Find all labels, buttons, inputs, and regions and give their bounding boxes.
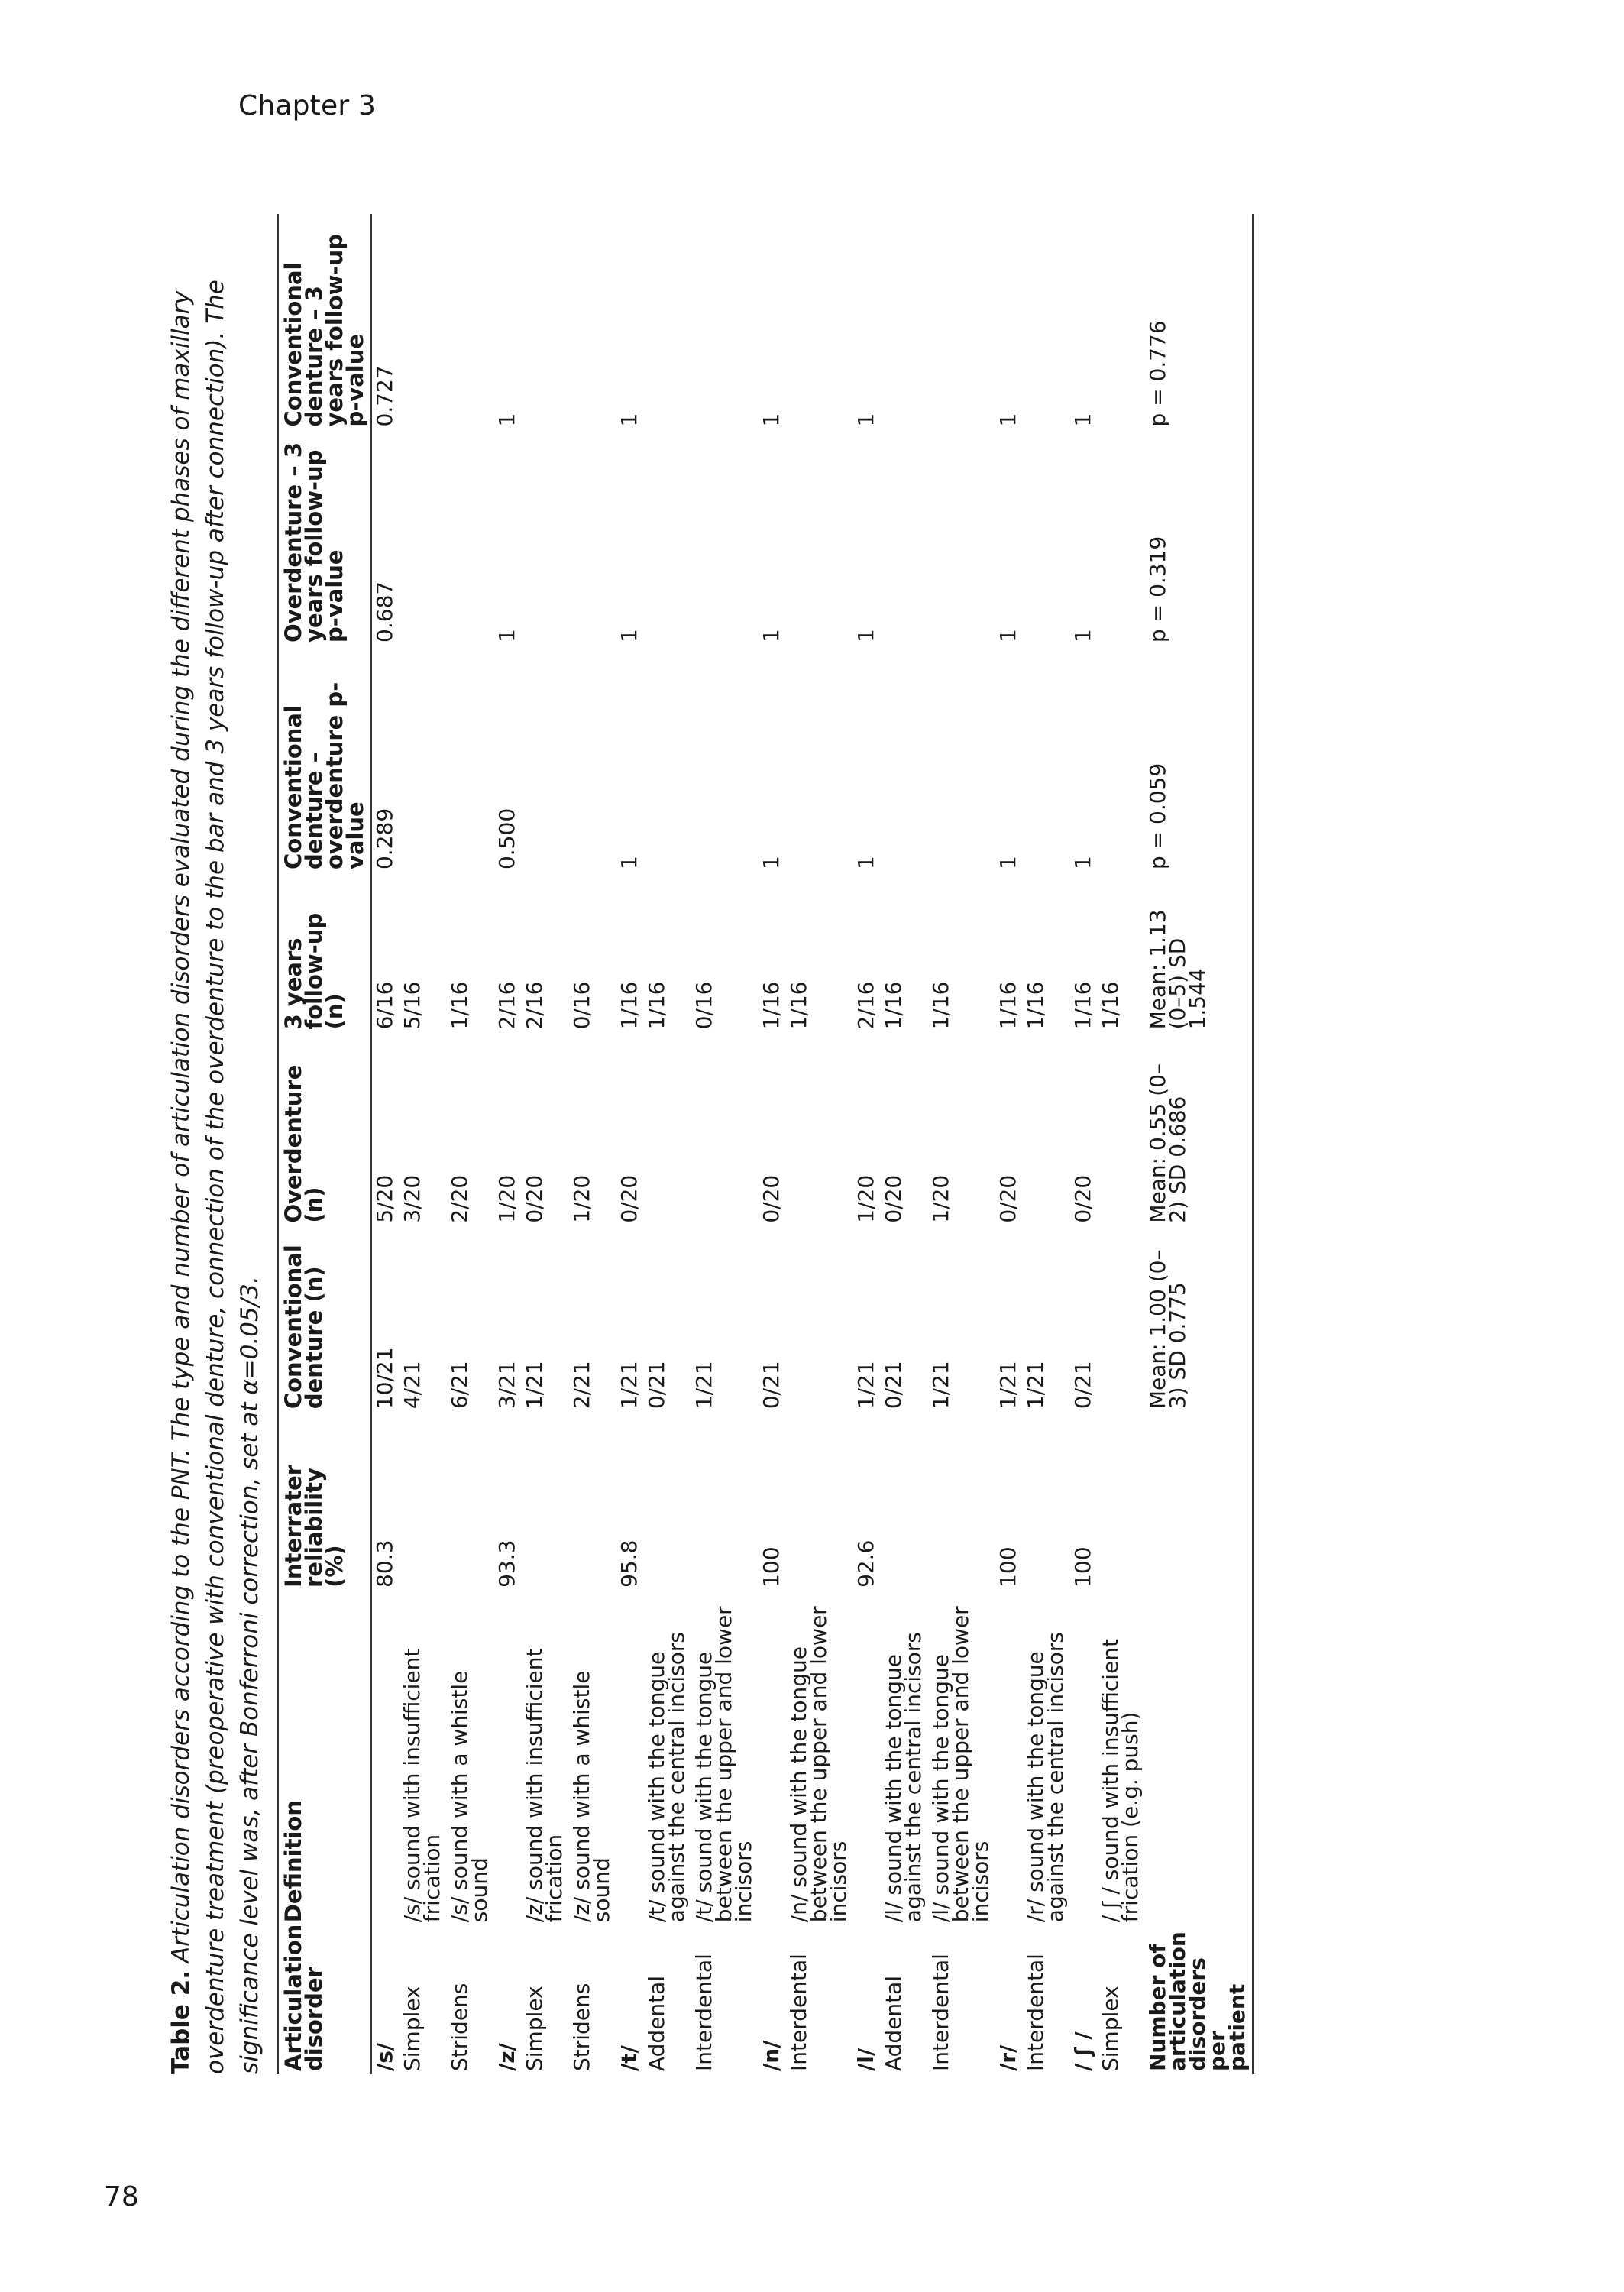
cell-conv: 0/21 bbox=[759, 1361, 784, 1410]
cell-disorder: /n/ bbox=[759, 2040, 784, 2071]
cell-fu: 1/16 bbox=[644, 981, 669, 1030]
cell-reliability bbox=[881, 1412, 928, 1591]
cell-over bbox=[786, 1032, 853, 1225]
cell-definition: /s/ sound with insufficient frication bbox=[400, 1648, 445, 1923]
cell-reliability: 80.3 bbox=[372, 1539, 397, 1588]
cell-fu: 1/16 bbox=[1098, 981, 1123, 1030]
cell-conv: 1/21 bbox=[853, 1361, 878, 1410]
cell-definition bbox=[853, 1591, 881, 1925]
cell-reliability bbox=[569, 1412, 616, 1591]
cell-over: 3/20 bbox=[400, 1174, 425, 1223]
chapter-header: Chapter 3 bbox=[238, 90, 377, 121]
cell-p_of: 1 bbox=[494, 629, 519, 643]
table-row bbox=[494, 214, 522, 2074]
cell-over: 0/20 bbox=[881, 1174, 906, 1223]
cell-fu: 0/16 bbox=[569, 981, 594, 1030]
table-row bbox=[371, 214, 400, 2074]
cell-disorder: Stridens bbox=[569, 1983, 594, 2071]
cell-over: 1/20 bbox=[494, 1174, 519, 1223]
cell-reliability bbox=[400, 1412, 447, 1591]
cell-p_cf: p = 0.776 bbox=[1145, 214, 1254, 430]
cell-p_of: 1 bbox=[759, 629, 784, 643]
cell-over: 0/20 bbox=[522, 1174, 547, 1223]
cell-disorder: Interdental bbox=[928, 1954, 953, 2071]
table-row bbox=[569, 214, 616, 2074]
cell-disorder: Stridens bbox=[447, 1983, 472, 2071]
table-row bbox=[616, 214, 644, 2074]
cell-p_cf bbox=[691, 214, 759, 430]
table-row bbox=[1023, 214, 1070, 2074]
cell-p_co bbox=[522, 646, 569, 872]
cell-p_of bbox=[522, 430, 569, 646]
cell-p_cf: 1 bbox=[995, 413, 1021, 427]
cell-conv: 0/21 bbox=[1070, 1361, 1095, 1410]
cell-definition: /z/ sound with insufficient frication bbox=[522, 1648, 567, 1923]
cell-p_cf bbox=[522, 214, 569, 430]
table-row bbox=[1070, 214, 1098, 2074]
cell-conv: 1/21 bbox=[1023, 1361, 1048, 1410]
cell-definition: /l/ sound with the tongue against the central incisors bbox=[881, 1632, 926, 1923]
cell-conv: Mean: 1.00 (0–3) SD 0.775 bbox=[1145, 1226, 1254, 1413]
cell-conv: 1/21 bbox=[928, 1361, 953, 1410]
cell-conv bbox=[1098, 1226, 1145, 1413]
cell-disorder: Interdental bbox=[691, 1954, 717, 2071]
cell-reliability: 92.6 bbox=[853, 1539, 878, 1588]
table-header-row bbox=[278, 214, 372, 2074]
cell-fu: 2/16 bbox=[494, 981, 519, 1030]
cell-p_co: 1 bbox=[616, 856, 642, 870]
cell-conv: 0/21 bbox=[881, 1361, 906, 1410]
cell-reliability bbox=[1145, 1412, 1254, 1591]
cell-disorder: Simplex bbox=[400, 1986, 425, 2071]
cell-reliability: 93.3 bbox=[494, 1539, 519, 1588]
cell-definition: /t/ sound with the tongue against the central incisors bbox=[644, 1632, 689, 1923]
cell-p_cf: 1 bbox=[759, 413, 784, 427]
cell-p_cf bbox=[1023, 214, 1070, 430]
cell-definition: /n/ sound with the tongue between the upper and lower incisors bbox=[786, 1606, 851, 1923]
table-row bbox=[644, 214, 691, 2074]
cell-p_co: 1 bbox=[759, 856, 784, 870]
cell-definition bbox=[995, 1591, 1023, 1925]
cell-definition: /r/ sound with the tongue against the central incisors bbox=[1023, 1632, 1068, 1923]
column-header: Conventional denture – overdenture p-value bbox=[278, 646, 372, 872]
cell-reliability bbox=[786, 1412, 853, 1591]
cell-disorder: Addental bbox=[644, 1975, 669, 2071]
cell-fu: 1/16 bbox=[786, 981, 811, 1030]
cell-fu: 2/16 bbox=[522, 981, 547, 1030]
cell-over: 0/20 bbox=[616, 1174, 642, 1223]
table-row bbox=[400, 214, 447, 2074]
cell-p_co bbox=[400, 646, 447, 872]
cell-p_co bbox=[447, 646, 494, 872]
table-row bbox=[691, 214, 759, 2074]
cell-p_of bbox=[691, 430, 759, 646]
cell-reliability bbox=[522, 1412, 569, 1591]
table-row bbox=[759, 214, 786, 2074]
cell-disorder: /t/ bbox=[616, 2045, 642, 2071]
cell-over: 2/20 bbox=[447, 1174, 472, 1223]
cell-definition bbox=[371, 1591, 400, 1925]
cell-fu: 1/16 bbox=[1070, 981, 1095, 1030]
cell-disorder: / ʃ / bbox=[1070, 2031, 1095, 2071]
cell-p_co: 1 bbox=[1070, 856, 1095, 870]
cell-disorder: Addental bbox=[881, 1975, 906, 2071]
cell-conv: 1/21 bbox=[691, 1361, 717, 1410]
cell-p_of bbox=[400, 430, 447, 646]
cell-disorder: Number of articulation disorders per patient bbox=[1145, 1925, 1254, 2074]
column-header: Overdenture – 3 years follow-up p-value bbox=[278, 430, 372, 646]
cell-p_cf: 1 bbox=[494, 413, 519, 427]
cell-definition: /l/ sound with the tongue between the upper and lower incisors bbox=[928, 1606, 993, 1923]
cell-disorder: /l/ bbox=[853, 2048, 878, 2071]
cell-p_co: 0.289 bbox=[372, 808, 397, 870]
cell-fu: 1/16 bbox=[928, 981, 953, 1030]
column-header: Conventional denture (n) bbox=[278, 1226, 372, 1413]
cell-over: 1/20 bbox=[853, 1174, 878, 1223]
column-header: Articulation disorder bbox=[278, 1925, 372, 2074]
cell-reliability: 100 bbox=[1070, 1546, 1095, 1588]
cell-fu: Mean: 1.13 (0–5) SD 1.544 bbox=[1145, 872, 1254, 1032]
cell-over: 1/20 bbox=[928, 1174, 953, 1223]
cell-conv: 0/21 bbox=[644, 1361, 669, 1410]
caption-label: Table 2. bbox=[167, 1970, 195, 2074]
cell-over bbox=[644, 1032, 691, 1225]
column-header: Conventional denture – 3 years follow-up p-value bbox=[278, 214, 372, 430]
cell-p_of bbox=[928, 430, 995, 646]
cell-p_of: 1 bbox=[616, 629, 642, 643]
cell-p_cf bbox=[786, 214, 853, 430]
cell-disorder: /z/ bbox=[494, 2043, 519, 2071]
cell-reliability: 95.8 bbox=[616, 1539, 642, 1588]
table-row bbox=[995, 214, 1023, 2074]
cell-conv bbox=[786, 1226, 853, 1413]
cell-definition bbox=[616, 1591, 644, 1925]
cell-fu: 1/16 bbox=[759, 981, 784, 1030]
rotated-table-block bbox=[164, 214, 1394, 2074]
cell-p_cf: 0.727 bbox=[372, 365, 397, 427]
cell-p_cf bbox=[644, 214, 691, 430]
cell-over bbox=[691, 1032, 759, 1225]
cell-reliability bbox=[1023, 1412, 1070, 1591]
cell-definition: / ʃ / sound with insufficient frication (e.g. push) bbox=[1098, 1638, 1143, 1923]
cell-fu: 5/16 bbox=[400, 981, 425, 1030]
cell-conv: 2/21 bbox=[569, 1361, 594, 1410]
cell-over bbox=[1023, 1032, 1070, 1225]
cell-definition bbox=[759, 1591, 786, 1925]
cell-p_cf: 1 bbox=[853, 413, 878, 427]
cell-p_of: 1 bbox=[995, 629, 1021, 643]
caption-text: Articulation disorders according to the PNT. The type and number of articulation disorders evaluated during the different phases of maxillary overdenture treatment (preoperative with conventional denture, connection of the overdenture to the bar and 3 years follow-up after connection). The significance level was, after Bonferroni correction, set at α=0.05/3. bbox=[167, 280, 264, 2074]
cell-definition: /t/ sound with the tongue between the upper and lower incisors bbox=[691, 1606, 756, 1923]
cell-reliability bbox=[1098, 1412, 1145, 1591]
table-row bbox=[1145, 214, 1254, 2074]
table-row bbox=[853, 214, 881, 2074]
cell-reliability: 100 bbox=[995, 1546, 1021, 1588]
cell-p_co bbox=[644, 646, 691, 872]
table-row bbox=[522, 214, 569, 2074]
cell-over: 0/20 bbox=[759, 1174, 784, 1223]
cell-fu: 1/16 bbox=[1023, 981, 1048, 1030]
cell-p_cf bbox=[447, 214, 494, 430]
cell-disorder: /s/ bbox=[372, 2042, 397, 2071]
page-number: 78 bbox=[104, 2181, 139, 2213]
cell-fu: 2/16 bbox=[853, 981, 878, 1030]
column-header: Overdenture (n) bbox=[278, 1032, 372, 1225]
cell-over: 0/20 bbox=[995, 1174, 1021, 1223]
cell-fu: 1/16 bbox=[995, 981, 1021, 1030]
cell-fu: 1/16 bbox=[616, 981, 642, 1030]
cell-reliability: 100 bbox=[759, 1546, 784, 1588]
cell-conv: 4/21 bbox=[400, 1361, 425, 1410]
table-row bbox=[881, 214, 928, 2074]
cell-disorder: Simplex bbox=[522, 1986, 547, 2071]
cell-fu: 1/16 bbox=[447, 981, 472, 1030]
cell-over: 0/20 bbox=[1070, 1174, 1095, 1223]
cell-p_co: 1 bbox=[995, 856, 1021, 870]
cell-fu: 6/16 bbox=[372, 981, 397, 1030]
cell-conv: 1/21 bbox=[616, 1361, 642, 1410]
table-row bbox=[447, 214, 494, 2074]
column-header: 3 years follow-up (n) bbox=[278, 872, 372, 1032]
cell-reliability bbox=[447, 1412, 494, 1591]
column-header: Definition bbox=[278, 1591, 372, 1925]
cell-reliability bbox=[691, 1412, 759, 1591]
cell-p_co bbox=[786, 646, 853, 872]
cell-p_co bbox=[1023, 646, 1070, 872]
cell-p_cf bbox=[569, 214, 616, 430]
cell-conv: 1/21 bbox=[995, 1361, 1021, 1410]
cell-conv: 6/21 bbox=[447, 1361, 472, 1410]
table-caption bbox=[164, 233, 267, 2074]
cell-p_cf bbox=[881, 214, 928, 430]
cell-p_co bbox=[928, 646, 995, 872]
column-header: Interrater reliability (%) bbox=[278, 1412, 372, 1591]
cell-disorder: /r/ bbox=[995, 2044, 1021, 2071]
cell-fu: 0/16 bbox=[691, 981, 717, 1030]
table-row bbox=[928, 214, 995, 2074]
cell-p_of bbox=[447, 430, 494, 646]
cell-p_co: 1 bbox=[853, 856, 878, 870]
cell-p_cf: 1 bbox=[1070, 413, 1095, 427]
cell-conv: 10/21 bbox=[372, 1347, 397, 1410]
cell-p_cf: 1 bbox=[616, 413, 642, 427]
cell-p_of: p = 0.319 bbox=[1145, 430, 1254, 646]
cell-disorder: Interdental bbox=[1023, 1954, 1048, 2071]
cell-p_of bbox=[1023, 430, 1070, 646]
cell-p_of bbox=[1098, 430, 1145, 646]
cell-p_of bbox=[644, 430, 691, 646]
cell-definition bbox=[1070, 1591, 1098, 1925]
cell-fu: 1/16 bbox=[881, 981, 906, 1030]
cell-p_of bbox=[569, 430, 616, 646]
cell-p_co bbox=[569, 646, 616, 872]
cell-conv: 3/21 bbox=[494, 1361, 519, 1410]
cell-p_of: 1 bbox=[853, 629, 878, 643]
cell-definition: /z/ sound with a whistle sound bbox=[569, 1670, 614, 1923]
table-body bbox=[371, 214, 1254, 2074]
cell-p_of: 1 bbox=[1070, 629, 1095, 643]
cell-reliability bbox=[644, 1412, 691, 1591]
cell-p_co: 0.500 bbox=[494, 808, 519, 870]
cell-p_co bbox=[691, 646, 759, 872]
cell-over: Mean: 0.55 (0–2) SD 0.686 bbox=[1145, 1032, 1254, 1225]
cell-over bbox=[1098, 1032, 1145, 1225]
table-row bbox=[1098, 214, 1145, 2074]
cell-reliability bbox=[928, 1412, 995, 1591]
cell-p_cf bbox=[400, 214, 447, 430]
cell-definition: /s/ sound with a whistle sound bbox=[447, 1670, 492, 1923]
cell-definition bbox=[1145, 1591, 1254, 1925]
cell-over: 5/20 bbox=[372, 1174, 397, 1223]
cell-p_of bbox=[786, 430, 853, 646]
cell-p_co: p = 0.059 bbox=[1145, 646, 1254, 872]
cell-p_of bbox=[881, 430, 928, 646]
table-row bbox=[786, 214, 853, 2074]
table-header bbox=[278, 214, 372, 2074]
articulation-disorders-table bbox=[277, 214, 1254, 2074]
cell-conv: 1/21 bbox=[522, 1361, 547, 1410]
cell-p_co bbox=[881, 646, 928, 872]
cell-p_of: 0.687 bbox=[372, 581, 397, 643]
cell-disorder: Interdental bbox=[786, 1954, 811, 2071]
cell-disorder: Simplex bbox=[1098, 1986, 1123, 2071]
cell-p_cf bbox=[1098, 214, 1145, 430]
cell-p_co bbox=[1098, 646, 1145, 872]
cell-p_cf bbox=[928, 214, 995, 430]
cell-definition bbox=[494, 1591, 522, 1925]
cell-over: 1/20 bbox=[569, 1174, 594, 1223]
